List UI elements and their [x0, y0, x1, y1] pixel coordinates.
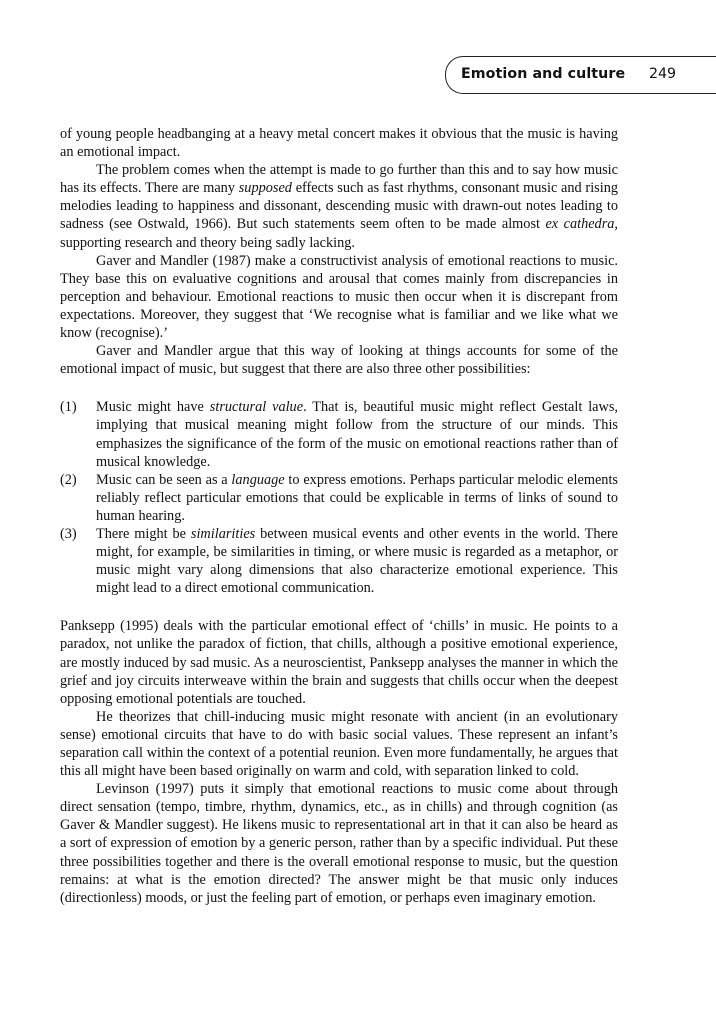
- list-item: [60, 398, 618, 470]
- paragraph: of young people headbanging at a heavy metal concert makes it obvious that the music is having an emotional impact.: [60, 126, 618, 161]
- chapter-title: Emotion and culture: [461, 66, 626, 82]
- emphasis: structural value: [209, 399, 304, 416]
- list-item-text: Music can be seen as a language to express emotions. Perhaps particular melodic elements reliably reflect particular emotions that could be explicable in terms of links of sound to human hearing.: [96, 471, 618, 524]
- list-item-number: (2): [60, 471, 77, 488]
- paragraph: Levinson (1997) puts it simply that emotional reactions to music come about through direct sensation (tempo, timbre, rhythm, dynamics, etc., as in chills) and through cognition (as Gaver & Mandler suggest). He likens music to representational art in that it can also be heard as a sort of expression of emotion by a generic person, rather than by a specific individual. Put these three possibilities together and there is the overall emotional response to music, but the question remains: at what is the emotion directed? The answer might be that music only induces (directionless) moods, or just the feeling part of emotion, or perhaps even imaginary emotion.: [60, 781, 618, 906]
- running-header: [445, 56, 716, 96]
- list-item-text: There might be similarities between musical events and other events in the world. There might, for example, be similarities in timing, or where music is regarded as a metaphor, or music might vary along dimensions that also characterize emotional experience. This might lead to a direct emotional communication.: [96, 525, 618, 597]
- paragraph: Gaver and Mandler argue that this way of looking at things accounts for some of the emotional impact of music, but suggest that there are also three other possibilities:: [60, 343, 618, 378]
- paragraph: The problem comes when the attempt is made to go further than this and to say how music has its effects. There are many supposed effects such as fast rhythms, consonant music and rising melodies leading to happiness and dissonant, descending music with drawn-out notes leading to sadness (see Ostwald, 1966). But such statements seem often to be made almost ex cathedra, supporting research and theory being sadly lacking.: [60, 162, 618, 251]
- list-item-text: Music might have structural value. That is, beautiful music might reflect Gestalt laws, implying that musical meaning might follow from the structure of our minds. This emphasizes the significance of the form of the music on emotional reactions rather than of musical knowledge.: [96, 399, 618, 470]
- paragraph: Panksepp (1995) deals with the particular emotional effect of ‘chills’ in music. He points to a paradox, not unlike the paradox of fiction, that chills, although a positive emotional experience, are mostly induced by sad music. As a neuroscientist, Panksepp analyses the manner in which the grief and joy circuits interweave within the brain and suggests that chills occur when the deepest opposing emotional potentials are touched.: [60, 618, 618, 707]
- paragraph: He theorizes that chill-inducing music might resonate with ancient (in an evolutionary sense) emotional circuits that have to do with basic social values. These represent an infant’s separation call within the context of a potential reunion. Even more fundamentally, he argues that this all might have been based originally on warm and cold, with separation linked to cold.: [60, 708, 618, 780]
- list-item: [60, 471, 618, 525]
- paragraph: Gaver and Mandler (1987) make a constructivist analysis of emotional reactions to music. They base this on evaluative cognitions and arousal that comes mainly from discrepancies in perception and behaviour. Emotional reactions to music then occur when it is discrepant from expectations. Moreover, they suggest that ‘We recognise what is familiar and we like what we know (recognise).’: [60, 252, 618, 342]
- list-item: [60, 525, 618, 597]
- emphasis: similarities: [190, 525, 256, 542]
- emphasis: supposed: [238, 180, 292, 197]
- emphasis: language: [231, 471, 285, 488]
- list-item-number: (1): [60, 399, 77, 416]
- page-number: 249: [649, 66, 677, 82]
- list-item-number: (3): [60, 525, 77, 542]
- body-text: [60, 125, 618, 907]
- possibilities-list: [60, 398, 618, 597]
- emphasis: ex cathedra: [545, 216, 615, 233]
